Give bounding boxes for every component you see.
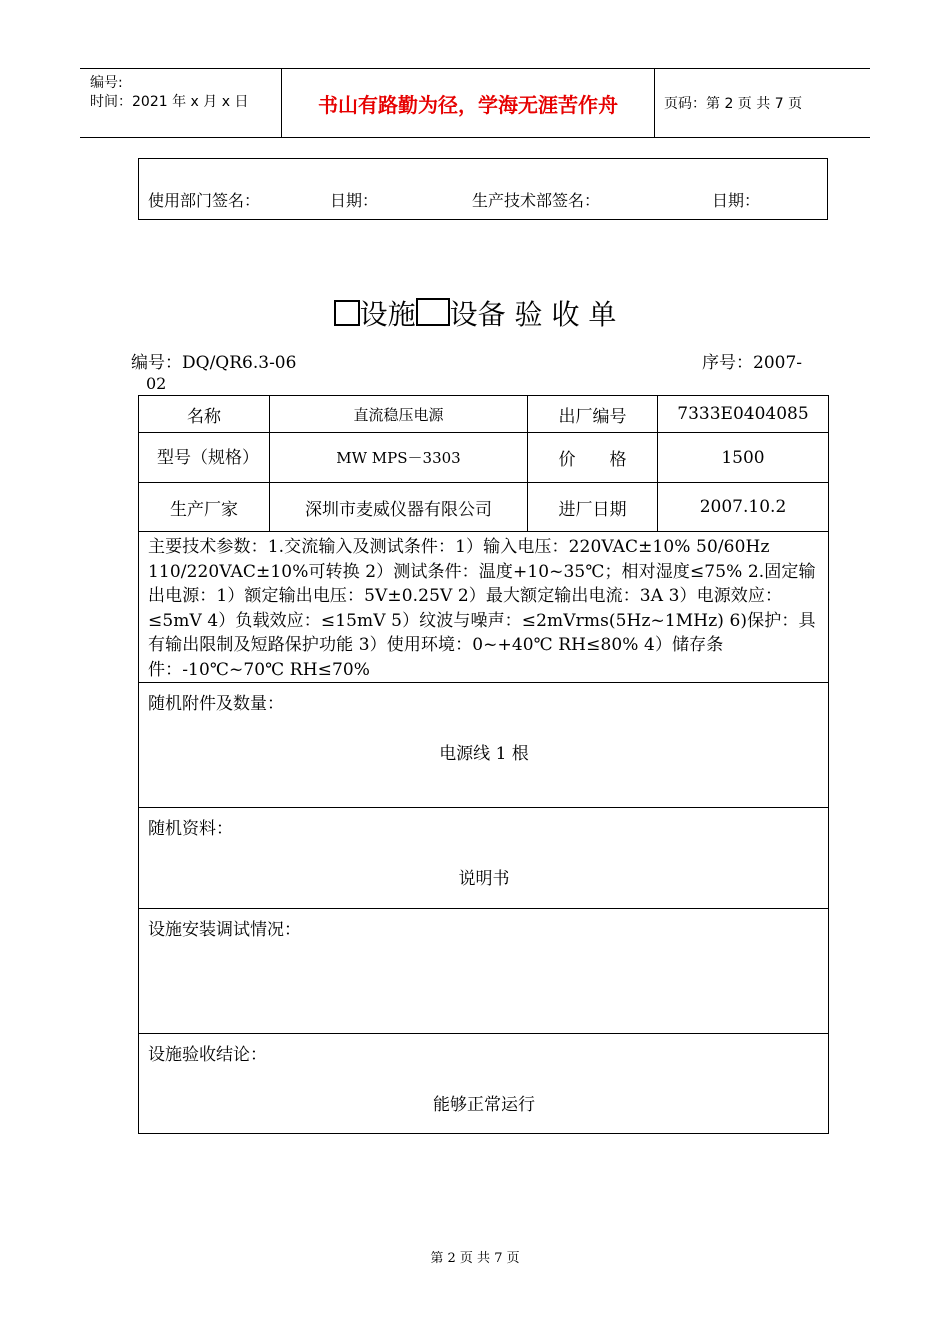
price-value: 1500: [658, 433, 829, 483]
maker-label: 生产厂家: [139, 483, 270, 532]
name-value: 直流稳压电源: [270, 396, 528, 433]
conclusion-label: 设施验收结论：: [148, 1045, 267, 1065]
table-row: [139, 1034, 829, 1134]
table-row: [139, 396, 829, 433]
factory-no-value: 7333E0404085: [658, 396, 829, 433]
header-motto: 书山有路勤为径，学海无涯苦作舟: [281, 69, 655, 137]
model-label: 型号（规格）: [139, 433, 270, 483]
conclusion-cell: [139, 1034, 829, 1134]
title-equipment: 设备 验 收 单: [449, 298, 617, 331]
docs-cell: [139, 808, 829, 909]
name-label: 名称: [139, 396, 270, 433]
page-footer: 第 2 页 共 7 页: [430, 1251, 520, 1266]
page-header: [80, 68, 870, 138]
date-label-1: 日期：: [330, 191, 379, 210]
docs-label: 随机资料：: [148, 819, 233, 839]
accessories-cell: [139, 683, 829, 808]
table-row: [139, 532, 829, 683]
facility-checkbox[interactable]: [334, 300, 360, 326]
table-row: [139, 683, 829, 808]
docs-value: 说明书: [458, 869, 510, 889]
install-cell: [139, 909, 829, 1034]
signature-box: [138, 158, 828, 220]
header-page-info: 页码：第 2 页 共 7 页: [664, 96, 803, 112]
title-facility: 设施: [359, 298, 416, 331]
header-meta: [80, 69, 281, 137]
page-title: [0, 293, 950, 333]
equipment-checkbox[interactable]: [416, 298, 450, 326]
table-row: [139, 909, 829, 1034]
entry-date-value: 2007.10.2: [658, 483, 829, 532]
price-label: 价 格: [528, 433, 658, 483]
date-label-2: 日期：: [712, 191, 761, 210]
table-row: [139, 483, 829, 532]
entry-date-label: 进厂日期: [528, 483, 658, 532]
acceptance-table: [138, 395, 829, 1134]
form-serial: 序号：2007-: [702, 353, 803, 373]
maker-value: 深圳市麦威仪器有限公司: [270, 483, 528, 532]
form-serial-continued: 02: [146, 374, 167, 393]
form-code: 编号：DQ/QR6.3-06: [131, 353, 297, 373]
accessories-label: 随机附件及数量：: [148, 694, 284, 714]
header-code-label: 编号:: [90, 75, 123, 91]
tech-params: 主要技术参数：1.交流输入及测试条件：1）输入电压：220VAC±10% 50/60Hz 110/220VAC±10%可转换 2）测试条件：温度+10~35℃；相对湿度≤75% 2.固定输出电源：1）额定输出电压：5V±0.25V 2）最大额定输出电流：3A 3）电源效应：≤5mV 4）负载效应：≤15mV 5）纹波与噪声：≤2mVrms(5Hz~1MHz) 6)保护：具有输出限制及短路保护功能 3）使用环境：0~+40℃ RH≤80% 4）储存条件：-10℃~70℃ RH≤70%: [139, 532, 829, 683]
accessories-value: 电源线 1 根: [439, 744, 529, 764]
dept-signature-label: 使用部门签名：: [148, 191, 261, 210]
production-signature-label: 生产技术部签名：: [472, 191, 601, 210]
header-time: 时间：2021 年 x 月 x 日: [90, 94, 249, 110]
table-row: [139, 808, 829, 909]
install-label: 设施安装调试情况：: [148, 920, 301, 940]
factory-no-label: 出厂编号: [528, 396, 658, 433]
conclusion-value: 能够正常运行: [433, 1095, 535, 1115]
table-row: [139, 433, 829, 483]
model-value: MW MPS－3303: [270, 433, 528, 483]
